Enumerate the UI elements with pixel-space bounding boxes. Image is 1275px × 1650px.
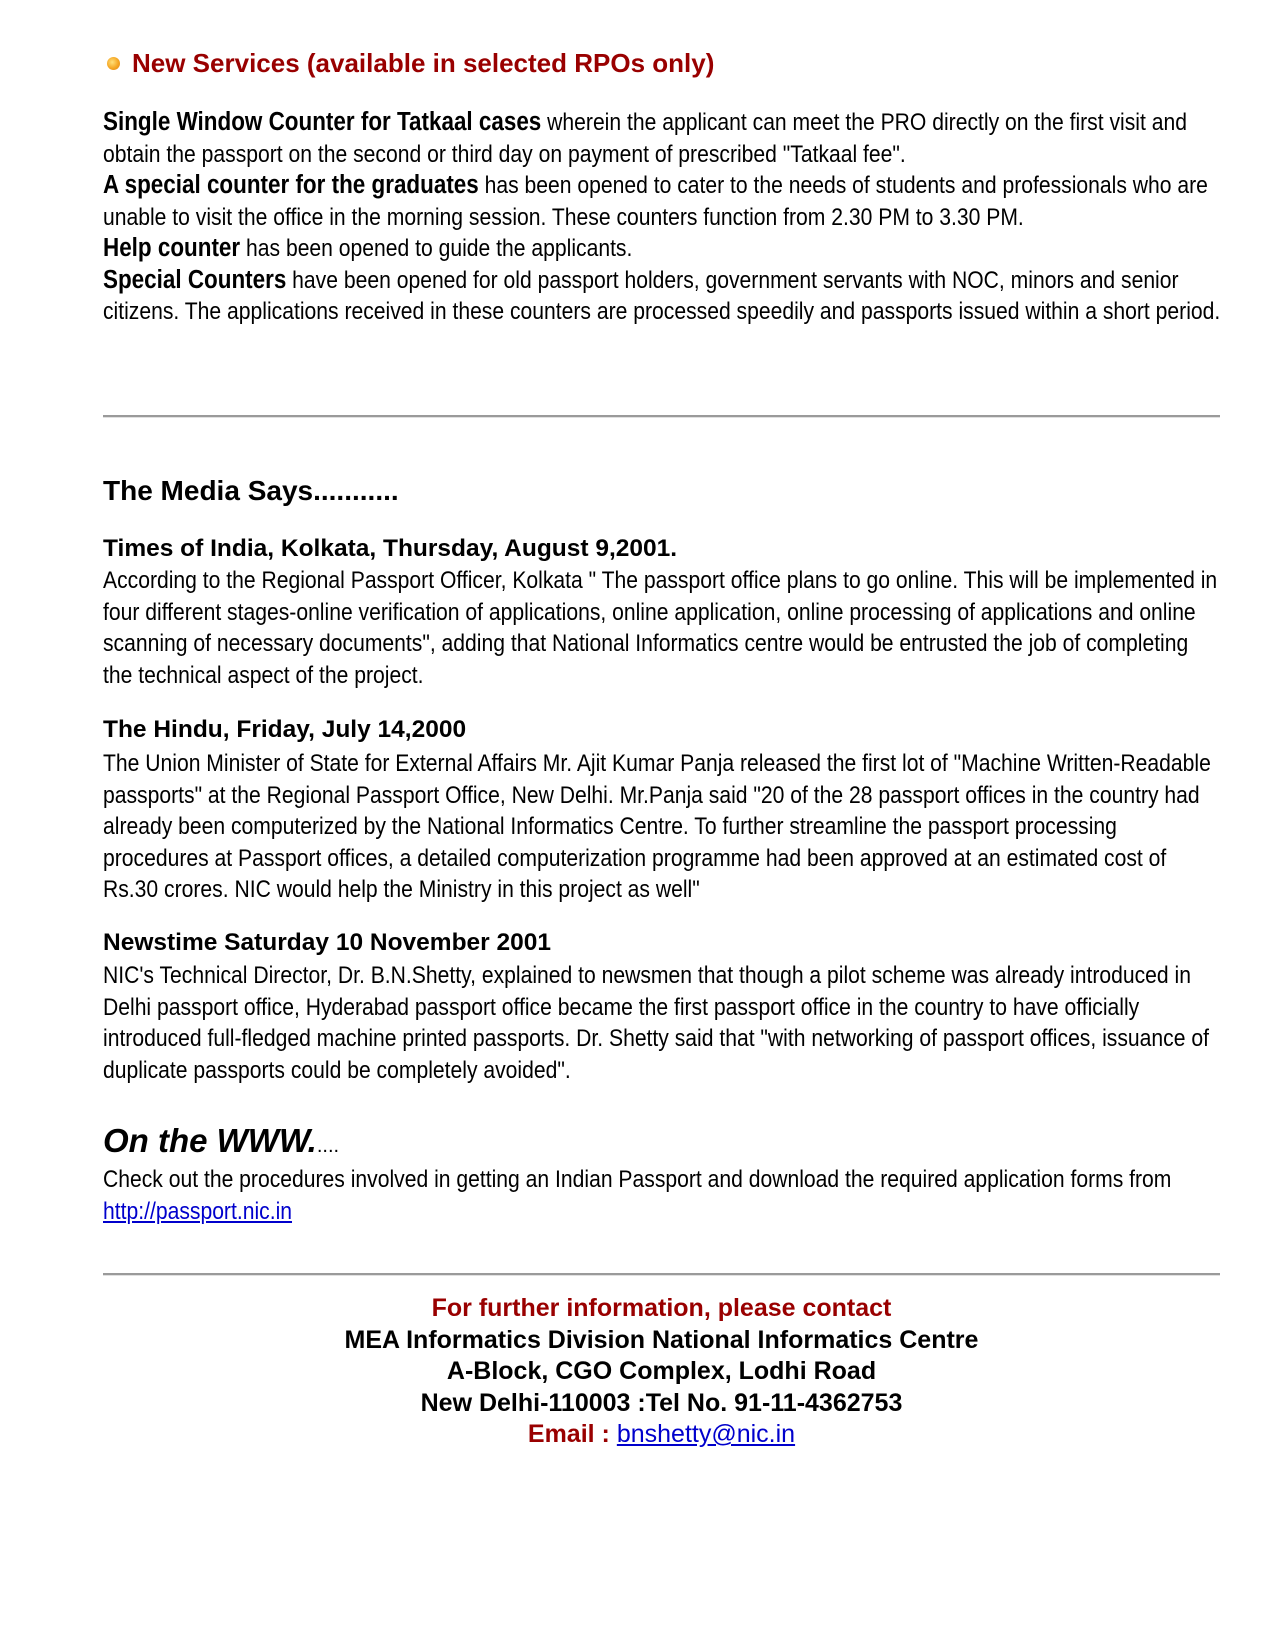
service-text: wherein the applicant can meet the PRO directly on the first visit and obtain the passport on the second or third day on payment of prescribed "Tatkaal fee". xyxy=(103,109,1187,168)
www-text-block xyxy=(103,1164,1221,1227)
service-item xyxy=(103,265,1221,328)
service-text: has been opened to guide the applicants. xyxy=(240,235,633,262)
article-source: The Hindu, Friday, July 14,2000 xyxy=(103,716,467,743)
service-item xyxy=(103,170,1221,233)
www-heading xyxy=(103,1122,339,1160)
www-heading-text: On the WWW. xyxy=(103,1122,317,1159)
article-source: Times of India, Kolkata, Thursday, August 9,2001. xyxy=(103,535,678,562)
services-heading xyxy=(103,48,714,79)
contact-block xyxy=(103,1293,1220,1451)
service-item xyxy=(103,233,1221,265)
service-title: Help counter xyxy=(103,234,241,262)
article-text: According to the Regional Passport Officer, Kolkata " The passport office plans to go online. This will be implemented in four different stages-online verification of applications, online application, online processing of applications and online scanning of necessary documents", adding that National Informatics centre would be entrusted the job of completing the technical aspect of the project. xyxy=(103,567,1218,689)
service-title: Special Counters xyxy=(103,265,287,294)
service-text: has been opened to cater to the needs of students and professionals who are unable to visit the office in the morning session. These counters function from 2.30 PM to 3.30 PM. xyxy=(103,172,1208,231)
contact-line: A-Block, CGO Complex, Lodhi Road xyxy=(446,1357,877,1385)
www-text: Check out the procedures involved in getting an Indian Passport and download the required application forms from xyxy=(103,1166,1172,1193)
article-source: Newstime Saturday 10 November 2001 xyxy=(103,929,552,956)
services-heading-text: New Services (available in selected RPOs only) xyxy=(132,48,715,78)
contact-line: MEA Informatics Division National Informatics Centre xyxy=(344,1325,979,1354)
contact-heading: For further information, please contact xyxy=(431,1294,892,1322)
services-list xyxy=(103,107,1221,328)
service-text: have been opened for old passport holders, government servants with NOC, minors and senior citizens. The applications received in these counters are processed speedily and passports issued within a short period. xyxy=(103,266,1221,325)
email-link[interactable]: bnshetty@nic.in xyxy=(616,1420,796,1448)
service-item xyxy=(103,107,1221,170)
article-text: The Union Minister of State for External Affairs Mr. Ajit Kumar Panja released the first lot of "Machine Written-Readable passports" at the Regional Passport Office, New Delhi. Mr.Panja said "20 of the 28 passport offices in the country had already been computerized by the National Informatics Centre. To further streamline the passport processing procedures at Passport offices, a detailed computerization programme had been approved at an estimated cost of Rs.30 crores. NIC would help the Ministry in this project as well" xyxy=(103,750,1211,903)
service-title: A special counter for the graduates xyxy=(103,171,479,199)
article-text: NIC's Technical Director, Dr. B.N.Shetty, explained to newsmen that though a pilot scheme was already introduced in Delhi passport office, Hyderabad passport office became the first passport office in the country to have officially introduced full-fledged machine printed passports. Dr. Shetty said that "with networking of passport offices, issuance of duplicate passports could be completely avoided". xyxy=(103,962,1209,1084)
contact-email-row xyxy=(103,1419,1220,1451)
divider xyxy=(103,415,1220,418)
service-title: Single Window Counter for Tatkaal cases xyxy=(103,108,542,136)
email-label: Email : xyxy=(527,1420,617,1448)
passport-link[interactable]: http://passport.nic.in xyxy=(103,1197,293,1225)
media-heading: The Media Says........... xyxy=(103,475,399,506)
contact-line: New Delhi-110003 :Tel No. 91-11-4362753 xyxy=(420,1388,903,1417)
www-heading-dots: .... xyxy=(316,1135,340,1157)
divider xyxy=(103,1273,1220,1276)
bullet-icon xyxy=(107,57,120,70)
